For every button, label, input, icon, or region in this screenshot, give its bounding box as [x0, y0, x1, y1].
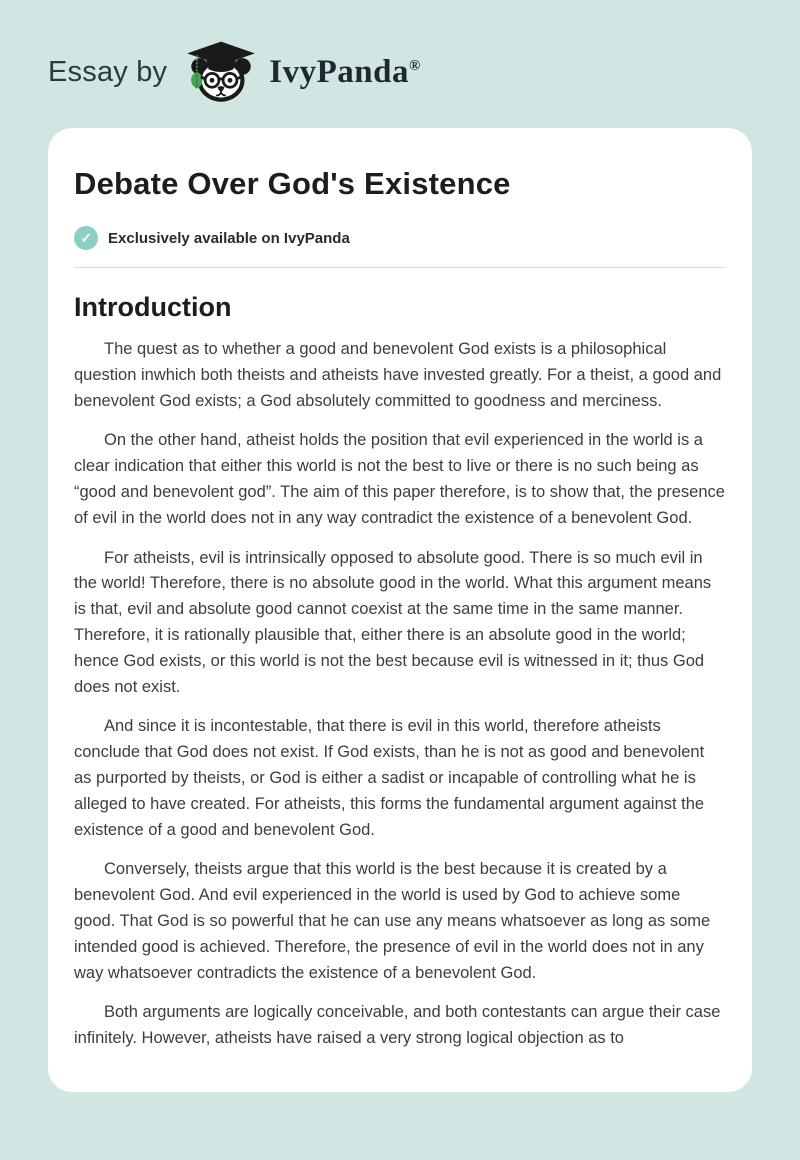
- badge-label: Exclusively available on IvyPanda: [108, 229, 350, 247]
- paragraph-2: On the other hand, atheist holds the position that evil experienced in the world is a clear indication that either this world is not the best to live or there is no such being as “good and benevolent god”. The aim of this paper therefore, is to show that, the presence of evil in the world does not in any way contradict the existence of a benevolent God.: [74, 431, 725, 527]
- paragraph-3: For atheists, evil is intrinsically opposed to absolute good. There is so much evil in the world! Therefore, there is no absolute good in the world. What this argument means is that, evil and absolute good cannot coexist at the same time in the same manner. Therefore, it is rationally plausible that, either there is an absolute good in the world; hence God exists, or this world is not the best because evil is witnessed in it; thus God does not exist.: [74, 548, 712, 696]
- exclusive-badge: [74, 226, 725, 250]
- section-heading: Introduction: [74, 292, 232, 322]
- paragraph-1: The quest as to whether a good and benevolent God exists is a philosophical question inwhich both theists and atheists have invested greatly. For a theist, a good and benevolent God exists; a God absolutely committed to goodness and merciness.: [74, 340, 722, 410]
- paragraph-4: And since it is incontestable, that there is evil in this world, therefore atheists conclude that God does not exist. If God exists, than he is not as good and benevolent as purported by theists, or God is either a sadist or incapable of controlling what he is alleged to have created. For atheists, this forms the fundamental argument against the existence of a good and benevolent God.: [74, 717, 705, 839]
- paragraph-6: Both arguments are logically conceivable, and both contestants can argue their case infinitely. However, atheists have raised a very strong logical objection as to: [74, 1003, 721, 1048]
- registered-mark: ®: [408, 57, 421, 74]
- brand-name: [269, 54, 420, 91]
- panda-graduate-logo-icon: [183, 34, 259, 110]
- check-icon: ✓: [74, 226, 98, 250]
- essay-title: Debate Over God's Existence: [74, 166, 511, 201]
- essay-card: [48, 128, 752, 1092]
- header-prefix: Essay by: [48, 55, 168, 88]
- site-header: [0, 0, 800, 114]
- divider: [74, 267, 725, 268]
- paragraph-5: Conversely, theists argue that this world is the best because it is created by a benevolent God. And evil experienced in the world is used by God to achieve some good. That God is so powerful that he can use any means whatsoever as long as some intended good is achieved. Therefore, the presence of evil in the world does not in any way whatsoever contradicts the existence of a benevolent God.: [74, 860, 711, 982]
- brand-text: IvyPanda: [269, 53, 409, 90]
